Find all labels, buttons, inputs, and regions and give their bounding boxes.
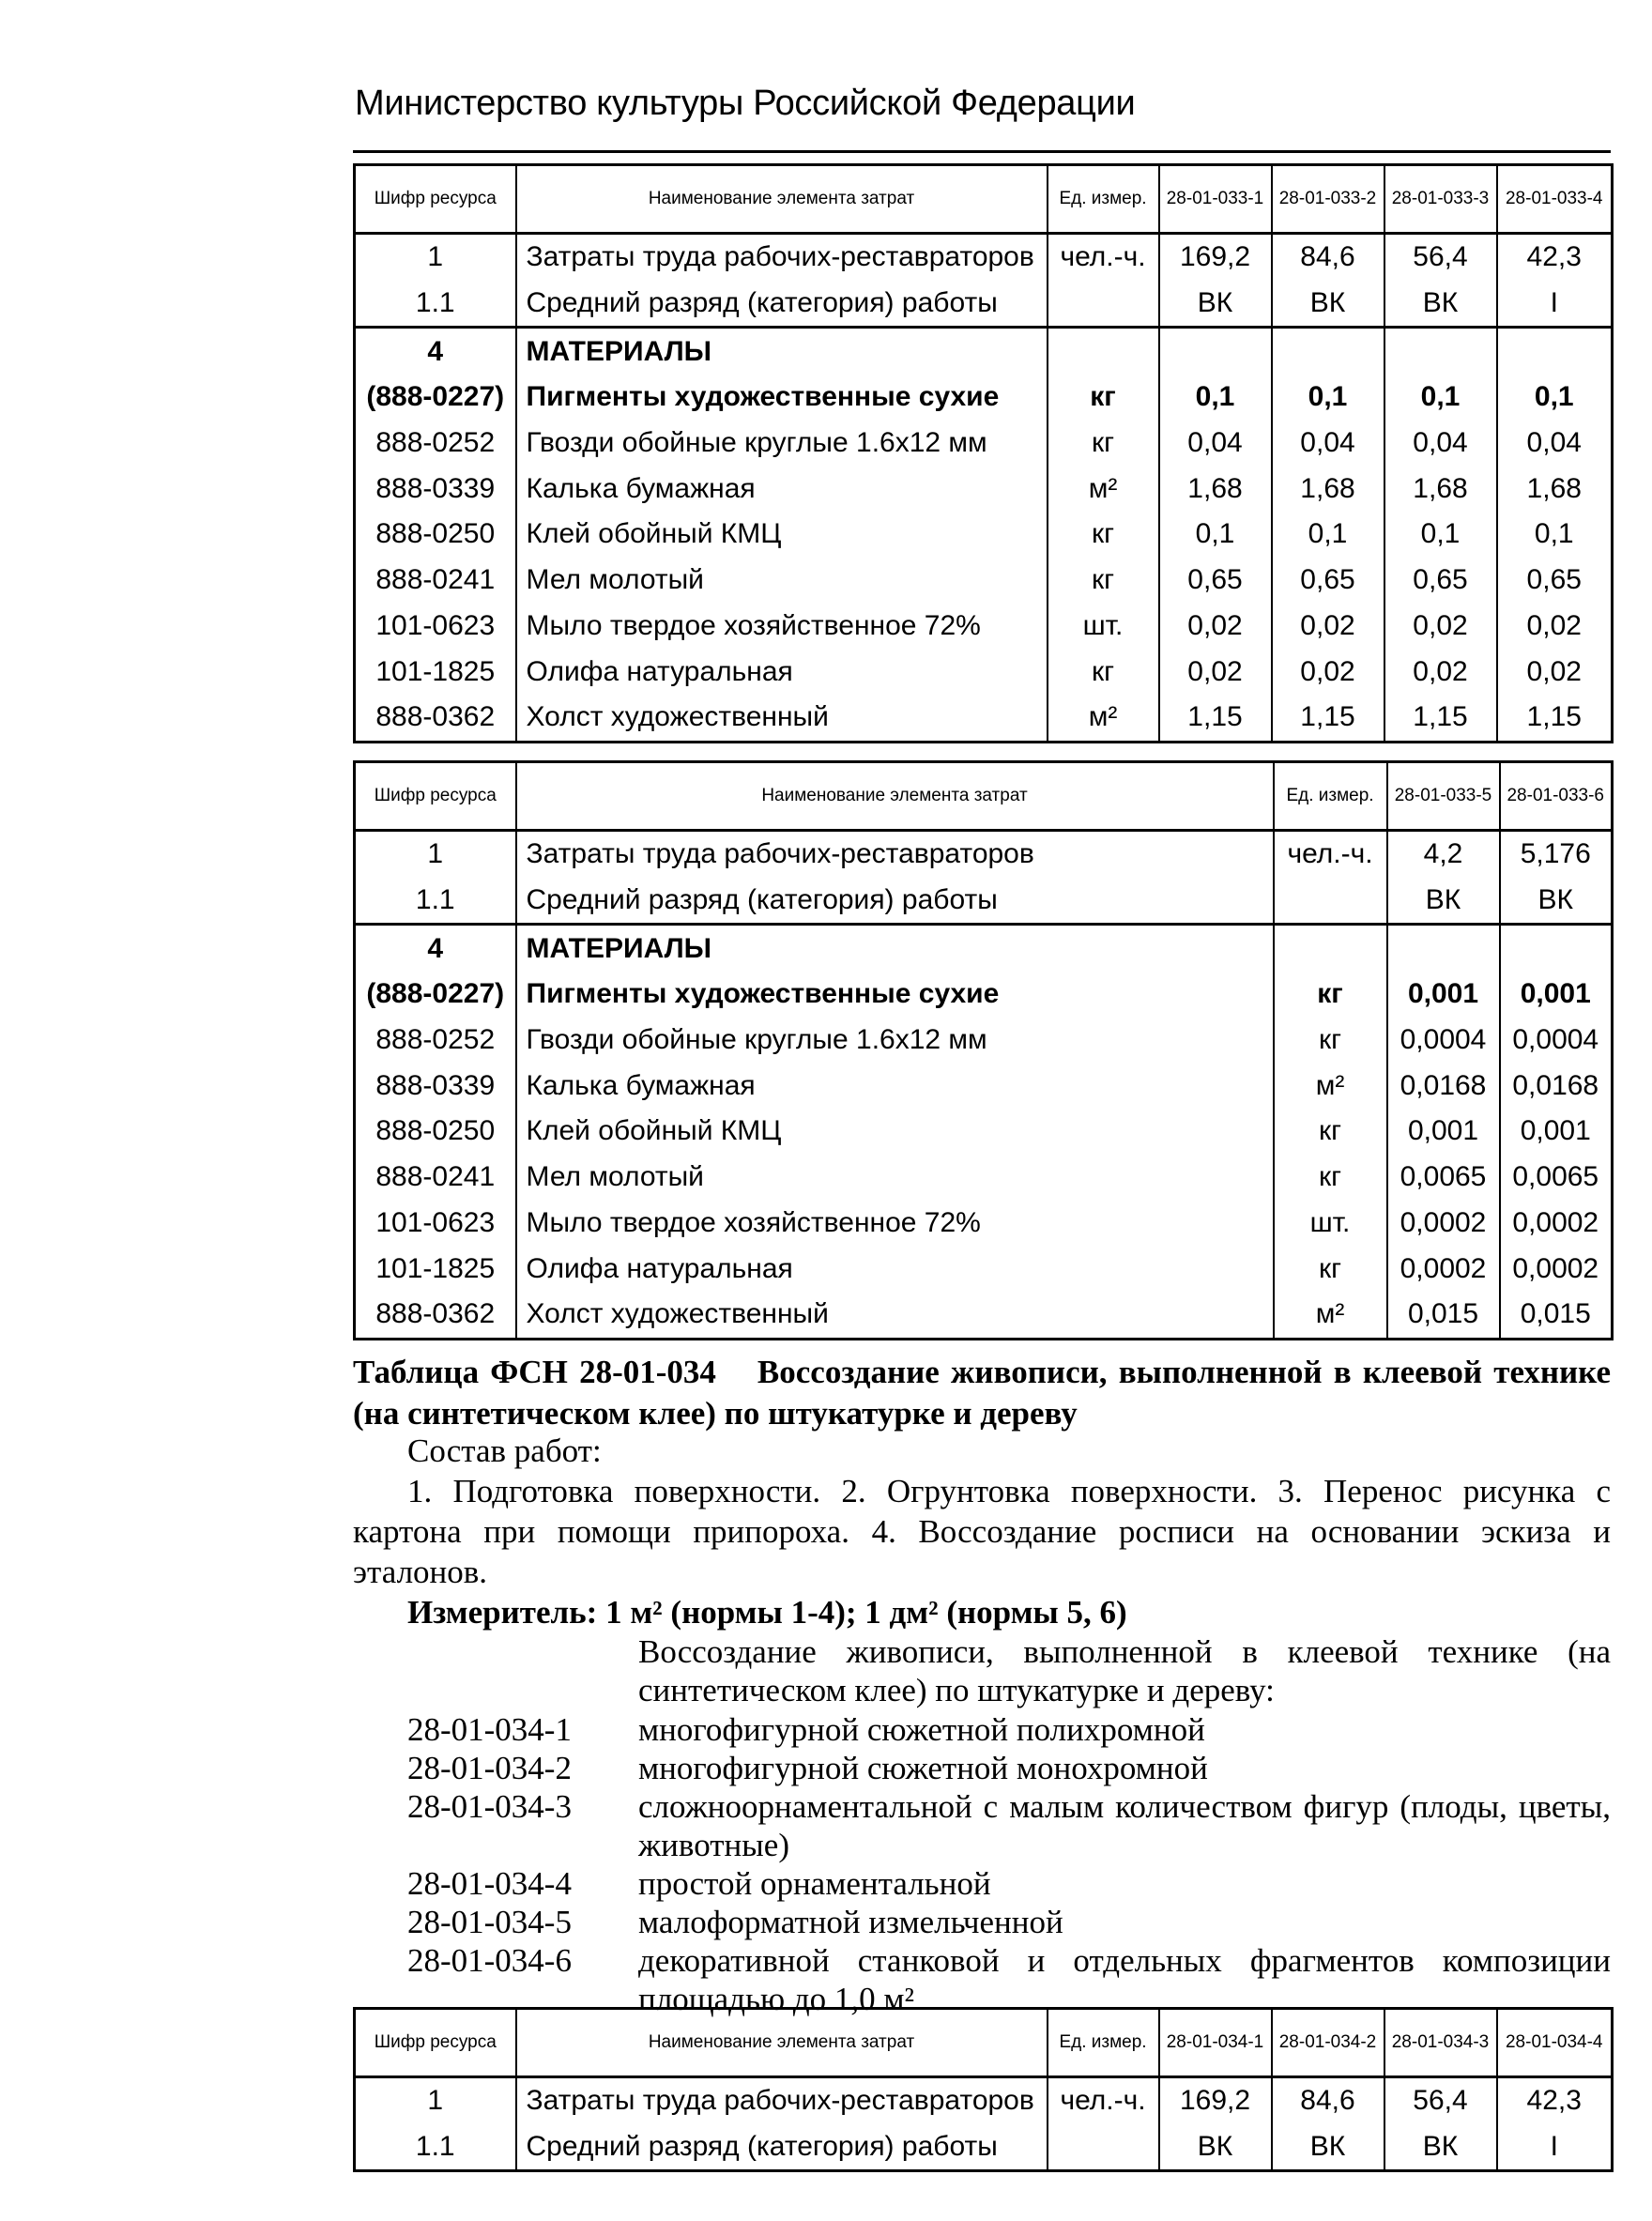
cost-element-name: Затраты труда рабочих-реставраторов [516,234,1048,281]
value-cell: 0,0168 [1387,1063,1500,1109]
value-cell: 0,1 [1497,375,1613,421]
unit-cell: м² [1274,1063,1387,1109]
cost-element-name: Мыло твердое хозяйственное 72% [516,604,1048,650]
value-cell: 0,04 [1272,421,1384,467]
value-cell: 0,015 [1387,1292,1500,1339]
header-rule [353,150,1611,153]
norm-code: 28-01-034-6 [407,1942,572,1979]
col-header-name: Наименование элемента затрат [516,762,1274,831]
resource-code: 1.1 [355,281,516,328]
col-header-norm: 28-01-034-1 [1159,2009,1272,2077]
col-header-name: Наименование элемента затрат [516,2009,1048,2077]
value-cell: I [1497,281,1613,328]
table-row [355,972,1613,1018]
value-cell: 1,15 [1159,695,1272,742]
value-cell: 0,02 [1272,649,1384,695]
unit-cell: кг [1274,1018,1387,1064]
col-header-unit: Ед. измер. [1274,762,1387,831]
value-cell: ВК [1387,878,1500,925]
resource-code: 888-0362 [355,1292,516,1339]
value-cell: 1,15 [1384,695,1497,742]
value-cell: 0,0168 [1500,1063,1613,1109]
value-cell: 42,3 [1497,2077,1613,2124]
unit-cell: шт. [1274,1201,1387,1247]
unit-cell: кг [1274,1155,1387,1201]
table-row [355,1018,1613,1064]
col-header-norm: 28-01-033-4 [1497,165,1613,234]
value-cell: 84,6 [1272,234,1384,281]
value-cell: 0,0002 [1387,1246,1500,1292]
value-cell: 42,3 [1497,234,1613,281]
resource-code: 888-0250 [355,512,516,558]
meter-line: Измеритель: 1 м² (нормы 1-4); 1 дм² (нормы 5, 6) [407,1594,1127,1631]
cost-element-name: Олифа натуральная [516,649,1048,695]
table-row [355,281,1613,328]
unit-cell: кг [1274,1109,1387,1155]
resource-code: 888-0241 [355,1155,516,1201]
value-cell: 0,1 [1272,512,1384,558]
unit-cell: м² [1048,466,1159,512]
value-cell: 0,65 [1272,558,1384,604]
cost-element-name: Пигменты художественные сухие [516,972,1274,1018]
col-header-norm: 28-01-033-6 [1500,762,1613,831]
cost-element-name: Пигменты художественные сухие [516,375,1048,421]
resource-code: 101-0623 [355,1201,516,1247]
composition-label: Состав работ: [407,1432,602,1469]
cost-element-name: Гвозди обойные круглые 1.6x12 мм [516,421,1048,467]
table-row [355,1109,1613,1155]
table-id: Таблица ФСН 28-01-034 [353,1354,716,1390]
unit-cell: кг [1048,649,1159,695]
resource-code: (888-0227) [355,972,516,1018]
resource-code: 4 [355,328,516,375]
value-cell: 0,0004 [1387,1018,1500,1064]
table-row [355,878,1613,925]
value-cell: 0,015 [1500,1292,1613,1339]
table-row [355,1292,1613,1339]
unit-cell: кг [1048,512,1159,558]
value-cell: 56,4 [1384,234,1497,281]
table-row [355,1063,1613,1109]
unit-cell [1048,281,1159,328]
resource-code: 888-0241 [355,558,516,604]
resource-code: 4 [355,925,516,972]
cost-element-name: Средний разряд (категория) работы [516,281,1048,328]
value-cell: 4,2 [1387,831,1500,878]
value-cell: 0,0002 [1500,1201,1613,1247]
value-cell: 0,001 [1387,1109,1500,1155]
unit-cell: шт. [1048,604,1159,650]
table-row [355,1155,1613,1201]
value-cell [1272,328,1384,375]
table-row [355,234,1613,281]
unit-cell: кг [1048,421,1159,467]
value-cell: ВК [1384,2124,1497,2171]
value-cell: 5,176 [1500,831,1613,878]
value-cell [1387,925,1500,972]
cost-element-name: Затраты труда рабочих-реставраторов [516,2077,1048,2124]
col-header-norm: 28-01-033-2 [1272,165,1384,234]
cost-element-name: Средний разряд (категория) работы [516,2124,1048,2171]
value-cell: 0,0002 [1500,1246,1613,1292]
resource-code: 101-1825 [355,649,516,695]
value-cell: ВК [1384,281,1497,328]
cost-element-name: МАТЕРИАЛЫ [516,328,1048,375]
table-row [355,512,1613,558]
value-cell: 0,0065 [1500,1155,1613,1201]
table-row [355,831,1613,878]
value-cell: 0,02 [1272,604,1384,650]
unit-cell [1048,328,1159,375]
cost-element-name: Холст художественный [516,1292,1274,1339]
resource-code: 888-0250 [355,1109,516,1155]
value-cell: 0,65 [1159,558,1272,604]
col-header-norm: 28-01-033-1 [1159,165,1272,234]
col-header-norm: 28-01-034-4 [1497,2009,1613,2077]
cost-element-name: Мел молотый [516,558,1048,604]
resource-code: 888-0339 [355,466,516,512]
resource-code: 1.1 [355,878,516,925]
composition-text: 1. Подготовка поверхности. 2. Огрунтовка поверхности. 3. Перенос рисунка с картона при помощи припороха. 4. Воссоздание росписи на основании эскиза и эталонов. [353,1473,1611,1590]
table-row [355,421,1613,467]
value-cell: ВК [1159,281,1272,328]
cost-element-name: Затраты труда рабочих-реставраторов [516,831,1274,878]
value-cell: 0,001 [1500,972,1613,1018]
col-header-norm: 28-01-033-5 [1387,762,1500,831]
table-row [355,328,1613,375]
value-cell: 0,02 [1497,649,1613,695]
col-header-code: Шифр ресурса [355,165,516,234]
value-cell: ВК [1272,2124,1384,2171]
col-header-name: Наименование элемента затрат [516,165,1048,234]
value-cell: 1,68 [1272,466,1384,512]
resource-code: 1 [355,2077,516,2124]
value-cell: 0,1 [1497,512,1613,558]
value-cell: 0,1 [1384,375,1497,421]
table-row [355,375,1613,421]
cost-element-name: МАТЕРИАЛЫ [516,925,1274,972]
cost-element-name: Гвозди обойные круглые 1.6x12 мм [516,1018,1274,1064]
value-cell: 0,02 [1159,604,1272,650]
norm-code: 28-01-034-5 [407,1904,572,1940]
norm-description: простой орнаментальной [638,1865,991,1902]
value-cell: 0,04 [1159,421,1272,467]
value-cell: 1,15 [1272,695,1384,742]
col-header-unit: Ед. измер. [1048,165,1159,234]
unit-cell: кг [1274,972,1387,1018]
value-cell [1497,328,1613,375]
cost-element-name: Олифа натуральная [516,1246,1274,1292]
norms-table-034 [353,2007,1614,2172]
col-header-unit: Ед. измер. [1048,2009,1159,2077]
table-row [355,695,1613,742]
header-row [355,2009,1613,2077]
cost-element-name: Мыло твердое хозяйственное 72% [516,1201,1274,1247]
value-cell: ВК [1272,281,1384,328]
value-cell: 0,001 [1387,972,1500,1018]
table-row [355,925,1613,972]
norms-intro: Воссоздание живописи, выполненной в клеевой технике (на синтетическом клее) по штукатурке и дереву: [638,1633,1611,1708]
value-cell: 0,65 [1384,558,1497,604]
value-cell: 0,001 [1500,1109,1613,1155]
cost-element-name: Средний разряд (категория) работы [516,878,1274,925]
unit-cell [1274,878,1387,925]
cost-element-name: Клей обойный КМЦ [516,1109,1274,1155]
table-row [355,2077,1613,2124]
value-cell: 0,02 [1497,604,1613,650]
table-row [355,466,1613,512]
norms-table-033-1-4 [353,163,1614,743]
cost-element-name: Холст художественный [516,695,1048,742]
value-cell: 0,1 [1272,375,1384,421]
value-cell: 0,04 [1497,421,1613,467]
unit-cell: м² [1274,1292,1387,1339]
norm-description: декоративной станковой и отдельных фрагментов композиции площадью до 1,0 м² [638,1942,1611,2017]
page-header: Министерство культуры Российской Федерации [355,84,1136,123]
table-row [355,604,1613,650]
norm-code: 28-01-034-1 [407,1711,572,1748]
unit-cell: кг [1274,1246,1387,1292]
norm-description: малоформатной измельченной [638,1904,1063,1940]
value-cell: 1,15 [1497,695,1613,742]
value-cell: 0,1 [1384,512,1497,558]
header-row [355,762,1613,831]
resource-code: 101-1825 [355,1246,516,1292]
unit-cell: кг [1048,558,1159,604]
table-row [355,558,1613,604]
col-header-norm: 28-01-033-3 [1384,165,1497,234]
value-cell: 1,68 [1497,466,1613,512]
norm-description: многофигурной сюжетной полихромной [638,1711,1205,1748]
value-cell: 0,1 [1159,512,1272,558]
resource-code: 101-0623 [355,604,516,650]
value-cell: 0,04 [1384,421,1497,467]
col-header-code: Шифр ресурса [355,2009,516,2077]
value-cell: 0,0004 [1500,1018,1613,1064]
value-cell: 56,4 [1384,2077,1497,2124]
value-cell: 0,02 [1159,649,1272,695]
resource-code: 1 [355,831,516,878]
value-cell: 0,0065 [1387,1155,1500,1201]
norm-description: сложноорнаментальной с малым количеством фигур (плоды, цветы, животные) [638,1788,1611,1863]
value-cell: 169,2 [1159,2077,1272,2124]
unit-cell [1048,2124,1159,2171]
value-cell: 0,1 [1159,375,1272,421]
value-cell: 169,2 [1159,234,1272,281]
norms-table-033-5-6 [353,760,1614,1340]
resource-code: 1.1 [355,2124,516,2171]
table-row [355,649,1613,695]
table-title: Воссоздание живописи, выполненной в клеевой технике (на синтетическом клее) по штукатурке и дереву [353,1354,1611,1432]
resource-code: 888-0252 [355,1018,516,1064]
value-cell: ВК [1500,878,1613,925]
unit-cell: кг [1048,375,1159,421]
norm-code: 28-01-034-3 [407,1788,572,1825]
value-cell: 0,02 [1384,604,1497,650]
cost-element-name: Калька бумажная [516,1063,1274,1109]
norm-description: многофигурной сюжетной монохромной [638,1750,1208,1786]
unit-cell [1274,925,1387,972]
value-cell: ВК [1159,2124,1272,2171]
norm-code: 28-01-034-2 [407,1750,572,1786]
col-header-norm: 28-01-034-3 [1384,2009,1497,2077]
unit-cell: чел.-ч. [1048,2077,1159,2124]
value-cell: 0,65 [1497,558,1613,604]
norm-code: 28-01-034-4 [407,1865,572,1902]
value-cell: 84,6 [1272,2077,1384,2124]
table-row [355,1246,1613,1292]
unit-cell: чел.-ч. [1048,234,1159,281]
col-header-norm: 28-01-034-2 [1272,2009,1384,2077]
value-cell: 1,68 [1384,466,1497,512]
resource-code: 888-0252 [355,421,516,467]
value-cell [1500,925,1613,972]
cost-element-name: Клей обойный КМЦ [516,512,1048,558]
col-header-code: Шифр ресурса [355,762,516,831]
resource-code: 888-0339 [355,1063,516,1109]
unit-cell: чел.-ч. [1274,831,1387,878]
cost-element-name: Мел молотый [516,1155,1274,1201]
value-cell [1384,328,1497,375]
header-row [355,165,1613,234]
table-row [355,2124,1613,2171]
unit-cell: м² [1048,695,1159,742]
value-cell: 0,02 [1384,649,1497,695]
value-cell [1159,328,1272,375]
value-cell: I [1497,2124,1613,2171]
resource-code: (888-0227) [355,375,516,421]
table-heading [353,1352,1611,1434]
resource-code: 1 [355,234,516,281]
cost-element-name: Калька бумажная [516,466,1048,512]
value-cell: 1,68 [1159,466,1272,512]
value-cell: 0,0002 [1387,1201,1500,1247]
table-row [355,1201,1613,1247]
resource-code: 888-0362 [355,695,516,742]
